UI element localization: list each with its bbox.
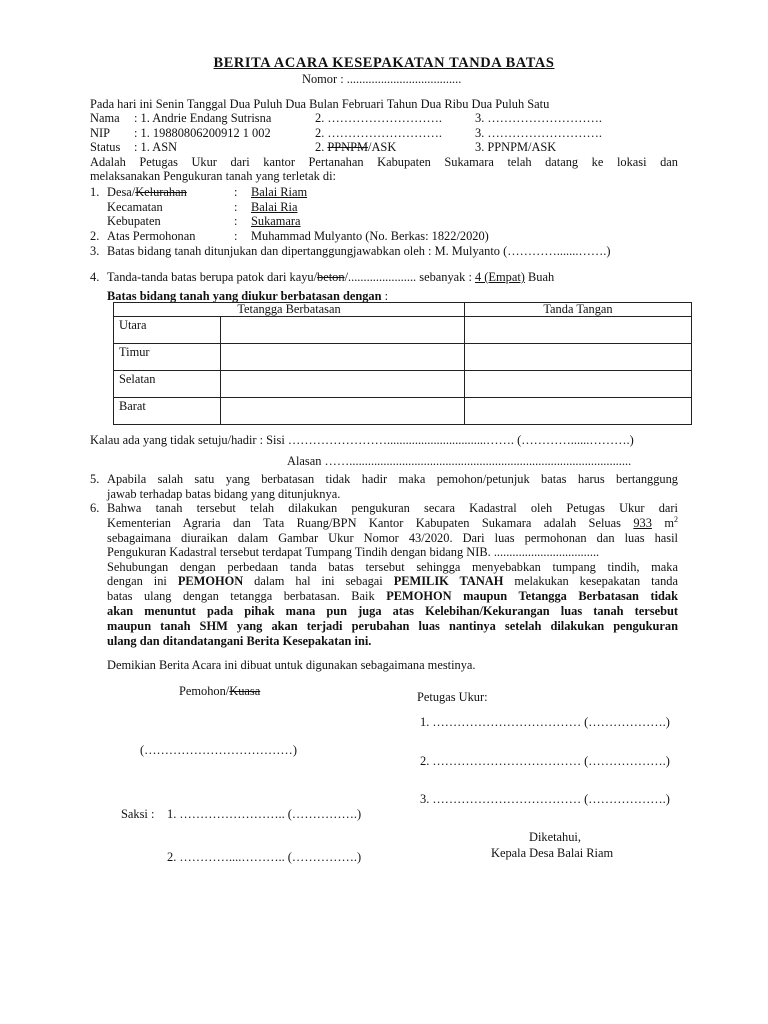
nama-2: 2. ………………………. (315, 111, 443, 125)
petugas-1: 1. ……………………………… (……………….) (420, 715, 670, 729)
item-6-line7: batas ulang dengan tetangga berbatasan. Baik PEMOHON maupun Tetangga Berbatasan tidak (107, 589, 678, 603)
item-6-line5: Sehubungan dengan perbedaan tanda batas tersebut sehingga menyebabkan tumpang tindih, maka (107, 560, 678, 574)
alasan-line: Alasan ……........................................................................................... (287, 454, 632, 468)
tanda-tangan-cell (465, 398, 692, 425)
nip-2: 2. ………………………. (315, 126, 443, 140)
kabupaten-value: Sukamara (251, 214, 301, 228)
saksi-label: Saksi : (121, 807, 155, 821)
closing-sentence: Demikian Berita Acara ini dibuat untuk digunakan sebagaimana mestinya. (107, 658, 476, 672)
atas-permohonan-value: Muhammad Mulyanto (No. Berkas: 1822/2020) (251, 229, 489, 243)
table-row (114, 344, 692, 371)
row-label-utara: Utara (114, 317, 221, 344)
col-tanda-tangan-header: Tanda Tangan (465, 303, 692, 317)
tetangga-cell (221, 344, 465, 371)
atas-permohonan-colon: : (234, 229, 238, 243)
item-6-line8: akan menuntut pada pihak mana pun juga atas Kelebihan/Kekurangan luas tanah tersebut (107, 604, 678, 618)
item-6-line10: ulang dan ditandatangani Berita Kesepakatan ini. (107, 634, 372, 648)
tetangga-cell (221, 398, 465, 425)
tetangga-cell (221, 317, 465, 344)
intro-paragraph-line1: Adalah Petugas Ukur dari kantor Pertanahan Kabupaten Sukamara telah datang ke lokasi dan (90, 155, 678, 169)
nama-3: 3. ………………………. (475, 111, 603, 125)
nip-label: NIP (90, 126, 110, 140)
intro-date-line: Pada hari ini Senin Tanggal Dua Puluh Dua Bulan Februari Tahun Dua Ribu Dua Puluh Satu (90, 97, 550, 111)
table-row (114, 371, 692, 398)
kabupaten-label: Kebupaten (107, 214, 161, 228)
setuju-line: Kalau ada yang tidak setuju/hadir : Sisi ……………………................................……. (…………......……….) (90, 433, 634, 447)
item-2-number: 2. (90, 229, 100, 243)
pemohon-signature-line: (………………………………) (140, 743, 297, 757)
boundary-table (113, 302, 692, 425)
desa-value: Balai Riam (251, 185, 308, 199)
desa-colon: : (234, 185, 238, 199)
item-6-line2: Kementerian Agraria dan Tata Ruang/BPN Kantor Kabupaten Sukamara adalah Seluas 933 $m^2$ (107, 514, 678, 530)
nomor-line: Nomor : ..................................... (302, 72, 462, 86)
atas-permohonan-label: Atas Permohonan (107, 229, 196, 243)
status-1: : 1. ASN (134, 140, 178, 154)
tanda-tangan-cell (465, 317, 692, 344)
row-label-timur: Timur (114, 344, 221, 371)
status-label: Status (90, 140, 121, 154)
item-5-number: 5. (90, 472, 100, 486)
item-1-number: 1. (90, 185, 100, 199)
document-title: BERITA ACARA KESEPAKATAN TANDA BATAS (213, 55, 555, 71)
petugas-3: 3. ……………………………… (……………….) (420, 792, 670, 806)
tanda-tangan-cell (465, 344, 692, 371)
nama-label: Nama (90, 111, 120, 125)
desa-label: Desa/Kelurahan (107, 185, 187, 199)
kecamatan-value: Balai Ria (251, 200, 298, 214)
status-2: 2. PPNPM/ASK (315, 140, 397, 154)
saksi-2: 2. …………....……….. (…………….) (167, 850, 362, 864)
item-6-line9: maupun tanah SHM yang akan terjadi perubahan luas nantinya setelah dilakukan pengukuran (107, 619, 678, 633)
petugas-ukur-label: Petugas Ukur: (417, 690, 488, 704)
saksi-1: 1. …………………….. (…………….) (167, 807, 362, 821)
nama-1: : 1. Andrie Endang Sutrisna (134, 111, 272, 125)
item-6-line3: sebagaimana diuraikan dalam Gambar Ukur Nomor 43/2020. Dari luas permohonan dan luas hasil (107, 531, 678, 545)
petugas-2: 2. ……………………………… (……………….) (420, 754, 670, 768)
item-4-text: Tanda-tanda batas berupa patok dari kayu/beton/...................... sebanyak : 4 (Empat) Buah (107, 270, 555, 284)
item-3-number: 3. (90, 244, 100, 258)
status-3: 3. PPNPM/ASK (475, 140, 557, 154)
kepala-desa-label: Kepala Desa Balai Riam (491, 846, 614, 860)
item-6-number: 6. (90, 501, 100, 515)
nip-3: 3. ………………………. (475, 126, 603, 140)
table-row (114, 398, 692, 425)
intro-paragraph-line2: melaksanakan Pengukuran tanah yang terletak di: (90, 169, 337, 183)
kecamatan-colon: : (234, 200, 238, 214)
pemohon-label: Pemohon/Kuasa (179, 684, 261, 698)
kecamatan-label: Kecamatan (107, 200, 163, 214)
item-3-text: Batas bidang tanah ditunjukan dan dipertanggungjawabkan oleh : M. Mulyanto (………….......…….) (107, 244, 611, 258)
table-heading: Batas bidang tanah yang diukur berbatasan dengan : (107, 289, 389, 303)
tetangga-cell (221, 371, 465, 398)
item-5-line1: Apabila salah satu yang berbatasan tidak hadir maka pemohon/petunjuk batas harus bertanggung (107, 472, 678, 486)
item-6-line1: Bahwa tanah tersebut telah dilakukan pengukuran secara Kadastral oleh Petugas Ukur dari (107, 501, 678, 515)
nip-1: : 1. 19880806200912 1 002 (134, 126, 271, 140)
tanda-tangan-cell (465, 371, 692, 398)
item-4-number: 4. (90, 270, 100, 284)
item-6-line6: dengan ini PEMOHON dalam hal ini sebagai PEMILIK TANAH melakukan kesepakatan tanda (107, 574, 679, 588)
col-tetangga-header: Tetangga Berbatasan (114, 303, 465, 317)
item-5-line2: jawab terhadap batas bidang yang ditunjuknya. (107, 487, 341, 501)
diketahui-label: Diketahui, (529, 830, 581, 844)
row-label-selatan: Selatan (114, 371, 221, 398)
item-6-line4: Pengukuran Kadastral tersebut terdapat Tumpang Tindih dengan bidang NIB. .................................. (107, 545, 600, 559)
kabupaten-colon: : (234, 214, 238, 228)
row-label-barat: Barat (114, 398, 221, 425)
table-row (114, 317, 692, 344)
